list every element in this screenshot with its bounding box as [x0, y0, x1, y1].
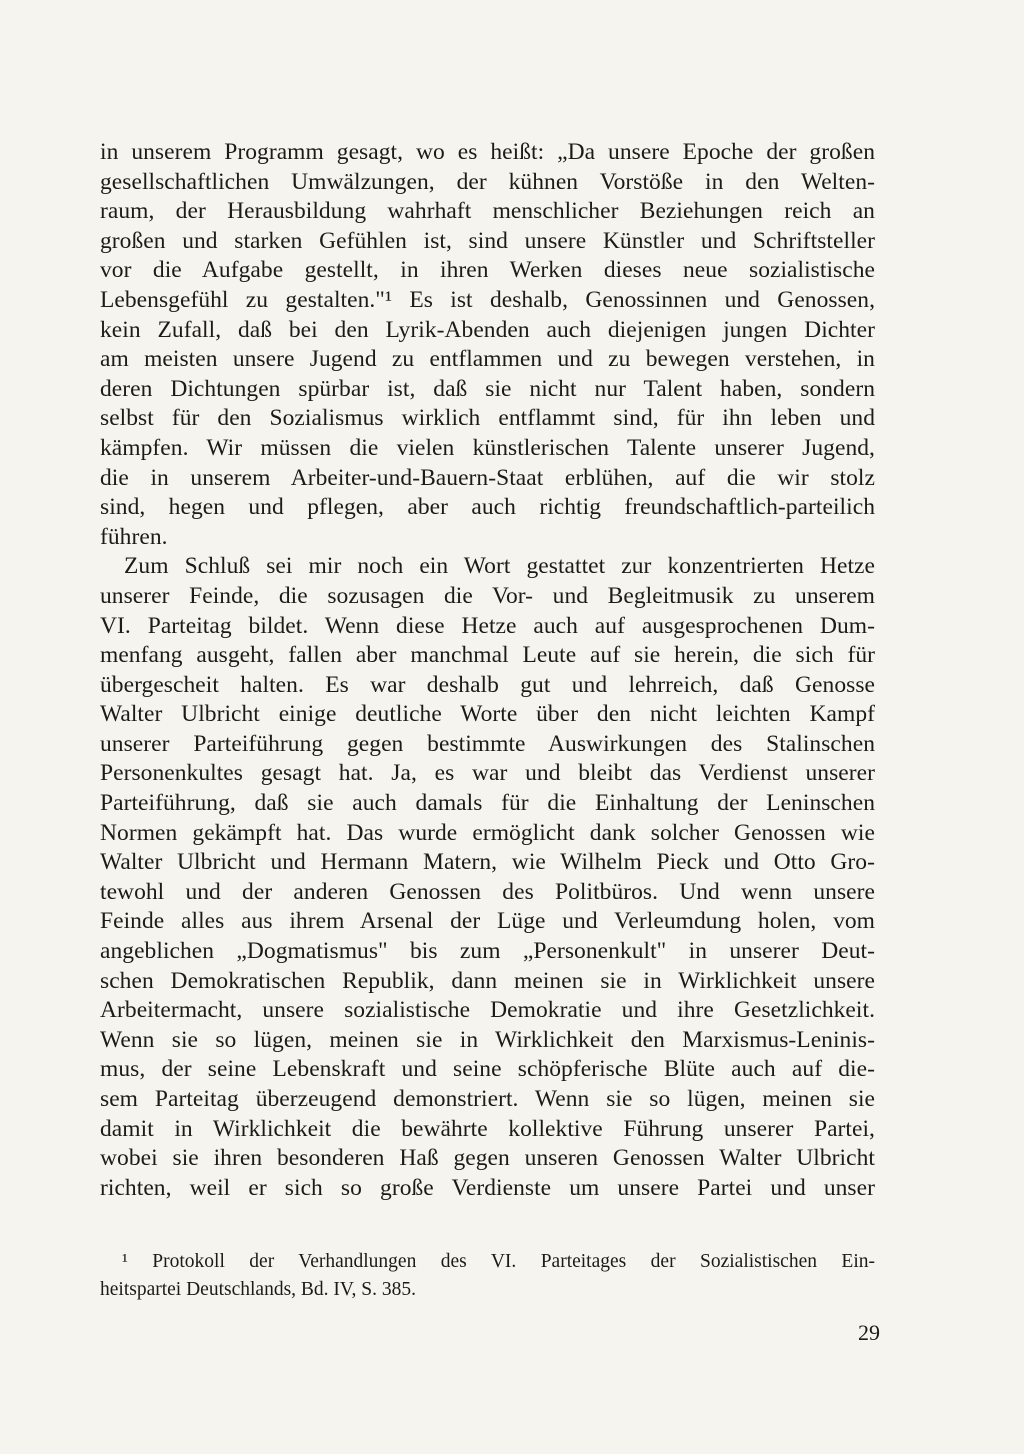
text-line: kein Zufall, daß bei den Lyrik-Abenden auch diejenigen jungen Dichter — [100, 316, 875, 343]
text-line: vor die Aufgabe gestellt, in ihren Werken dieses neue sozialistische — [100, 257, 875, 284]
footnote-line: ¹ Protokoll der Verhandlungen des VI. Parteitages der Sozialistischen Ein- — [122, 1251, 875, 1272]
text-line: großen und starken Gefühlen ist, sind unsere Künstler und Schriftsteller — [100, 227, 875, 254]
text-line: menfang ausgeht, fallen aber manchmal Leute auf sie herein, die sich für — [100, 642, 875, 669]
text-line: Parteiführung, daß sie auch damals für die Einhaltung der Leninschen — [100, 790, 875, 817]
text-line: selbst für den Sozialismus wirklich entflammt sind, für ihn leben und — [100, 405, 875, 432]
text-line: VI. Parteitag bildet. Wenn diese Hetze auch auf ausgesprochenen Dum- — [100, 612, 875, 639]
text-line: kämpfen. Wir müssen die vielen künstlerischen Talente unserer Jugend, — [100, 434, 875, 461]
text-line: richten, weil er sich so große Verdienste um unsere Partei und unser — [100, 1174, 875, 1201]
text-line: Lebensgefühl zu gestalten."¹ Es ist deshalb, Genossinnen und Genossen, — [100, 286, 875, 313]
text-line: Arbeitermacht, unsere sozialistische Demokratie und ihre Gesetzlichkeit. — [100, 997, 875, 1024]
footnote — [100, 1248, 875, 1304]
text-line: Wenn sie so lügen, meinen sie in Wirklichkeit den Marxismus-Leninis- — [100, 1026, 875, 1053]
text-line: damit in Wirklichkeit die bewährte kollektive Führung unserer Partei, — [100, 1115, 875, 1142]
text-line: schen Demokratischen Republik, dann meinen sie in Wirklichkeit unsere — [100, 967, 875, 994]
text-line: sind, hegen und pflegen, aber auch richtig freundschaftlich-parteilich — [100, 494, 875, 521]
text-line: wobei sie ihren besonderen Haß gegen unseren Genossen Walter Ulbricht — [100, 1145, 875, 1172]
footnote-line: heitspartei Deutschlands, Bd. IV, S. 385. — [100, 1279, 416, 1300]
text-line: führen. — [100, 523, 168, 550]
text-line: Feinde alles aus ihrem Arsenal der Lüge und Verleumdung holen, vom — [100, 908, 875, 935]
text-line: unserer Feinde, die sozusagen die Vor- und Begleitmusik zu unserem — [100, 582, 875, 609]
text-line: angeblichen „Dogmatismus" bis zum „Personenkult" in unserer Deut- — [100, 938, 875, 965]
text-line: deren Dichtungen spürbar ist, daß sie nicht nur Talent haben, sondern — [100, 375, 875, 402]
text-line: Personenkultes gesagt hat. Ja, es war und bleibt das Verdienst unserer — [100, 760, 875, 787]
text-line: am meisten unsere Jugend zu entflammen und zu bewegen verstehen, in — [100, 346, 875, 373]
text-line: die in unserem Arbeiter-und-Bauern-Staat erblühen, auf die wir stolz — [100, 464, 875, 491]
text-line: raum, der Herausbildung wahrhaft menschlicher Beziehungen reich an — [100, 198, 875, 225]
text-line: gesellschaftlichen Umwälzungen, der kühnen Vorstöße in den Welten- — [100, 168, 875, 195]
text-line: mus, der seine Lebenskraft und seine schöpferische Blüte auch auf die- — [100, 1056, 875, 1083]
text-line: übergescheit halten. Es war deshalb gut und lehrreich, daß Genosse — [100, 671, 875, 698]
text-line: tewohl und der anderen Genossen des Politbüros. Und wenn unsere — [100, 878, 875, 905]
body-text — [100, 138, 875, 1203]
text-line: Walter Ulbricht einige deutliche Worte über den nicht leichten Kampf — [100, 701, 875, 728]
text-line: in unserem Programm gesagt, wo es heißt: „Da unsere Epoche der großen — [100, 139, 875, 165]
text-line: Normen gekämpft hat. Das wurde ermöglicht dank solcher Genossen wie — [100, 819, 875, 846]
paragraph-start-line: Zum Schluß sei mir noch ein Wort gestattet zur konzentrierten Hetze — [124, 553, 875, 580]
text-line: sem Parteitag überzeugend demonstriert. Wenn sie so lügen, meinen sie — [100, 1086, 875, 1112]
text-line: Walter Ulbricht und Hermann Matern, wie Wilhelm Pieck und Otto Gro- — [100, 849, 875, 876]
text-line: unserer Parteiführung gegen bestimmte Auswirkungen des Stalinschen — [100, 730, 875, 757]
page-number: 29 — [858, 1320, 880, 1345]
